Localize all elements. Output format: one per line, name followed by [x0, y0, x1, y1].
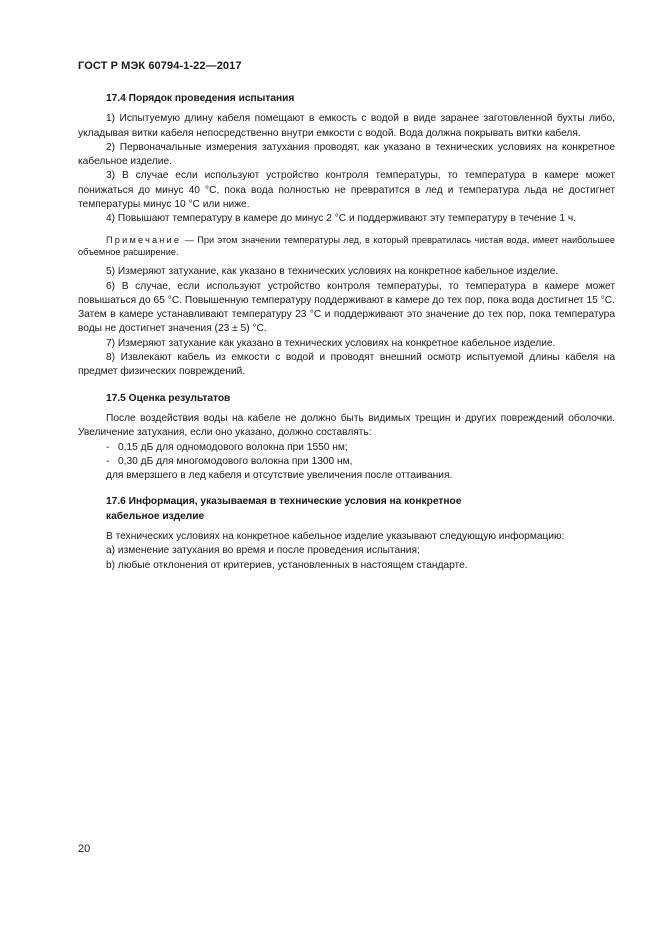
- step-3-paragraph: 3) В случае если используют устройство контроля температуры, то температура в камере может понижаться до минус 40 °С, пока вода полностью не превратится в лед и температура льда не достигнет температуры минус 10 °С или ниже.: [78, 170, 615, 211]
- page-number: 20: [78, 843, 91, 855]
- list-item-text: 0,30 дБ для многомодового волокна при 1300 нм,: [118, 455, 353, 467]
- dash-marker: -: [106, 455, 110, 467]
- section-17-6-title-line-1: 17.6 Информация, указываемая в технические условия на конкретное: [106, 496, 462, 508]
- document-header: ГОСТ Р МЭК 60794-1-22—2017: [78, 60, 242, 72]
- note-text: — При этом значении температуры лед, в который превратилась чистая вода, имеет наибольшее объемное расширение.: [78, 234, 615, 258]
- info-paragraph: В технических условиях на конкретное кабельное изделие указывают следующую информацию:: [106, 531, 565, 543]
- step-7-paragraph: 7) Измеряют затухание как указано в технических условиях на конкретное кабельное изделие.: [106, 337, 556, 349]
- list-item-multimode: [78, 455, 615, 469]
- note-label: Примечание: [106, 234, 182, 245]
- section-17-4-title: 17.4 Порядок проведения испытания: [106, 93, 295, 104]
- section-17-5-title: 17.5 Оценка результатов: [106, 392, 231, 404]
- list-item-text: 0,15 дБ для одномодового волокна при 1550 нм;: [118, 441, 348, 453]
- note-paragraph: [78, 234, 615, 260]
- list-item-singlemode: [78, 441, 615, 455]
- step-1-paragraph: 1) Испытуемую длину кабеля помещают в емкость с водой в виде заранее заготовленной бухты либо, укладывая витки кабеля непосредственно внутри емкости с водой. Вода должна покрывать витки кабеля.: [78, 113, 615, 139]
- step-8-paragraph: 8) Извлекают кабель из емкости с водой и проводят внешний осмотр испытуемой длины кабеля на предмет физических повреждений.: [78, 352, 615, 378]
- results-paragraph: После воздействия воды на кабеле не должно быть видимых трещин и других повреждений оболочки. Увеличение затухания, если оно указано, должно составлять:: [78, 412, 615, 439]
- section-17-6-title-line-2: кабельное изделие: [106, 510, 205, 522]
- results-closing-paragraph: для вмерзшего в лед кабеля и отсутствие увеличения после оттаивания.: [106, 470, 453, 482]
- info-item-b: b) любые отклонения от критериев, установленных в настоящем стандарте.: [106, 559, 468, 571]
- dash-marker: -: [106, 441, 110, 453]
- step-5-paragraph: 5) Измеряют затухание, как указано в технических условиях на конкретное кабельное изделие.: [106, 266, 559, 278]
- step-2-paragraph: 2) Первоначальные измерения затухания проводят, как указано в технических условиях на конкретное кабельное изделие.: [78, 141, 615, 168]
- info-item-a: а) изменение затухания во время и после проведения испытания;: [106, 545, 420, 557]
- step-4-paragraph: 4) Повышают температуру в камере до минус 2 °С и поддерживают эту температуру в течение 1 ч.: [106, 213, 577, 225]
- step-6-paragraph: 6) В случае, если используют устройство контроля температуры, то температура в камере может повышаться до 65 °С. Повышенную температуру поддерживают в камере до тех пор, пока вода достигнет 15 °С. Затем в камере устанавливают температуру 23 °С и поддерживают это значение до тех пор, пока температура воды не достигнет значения (23 ± 5) °С.: [78, 280, 615, 335]
- document-body: [78, 92, 615, 573]
